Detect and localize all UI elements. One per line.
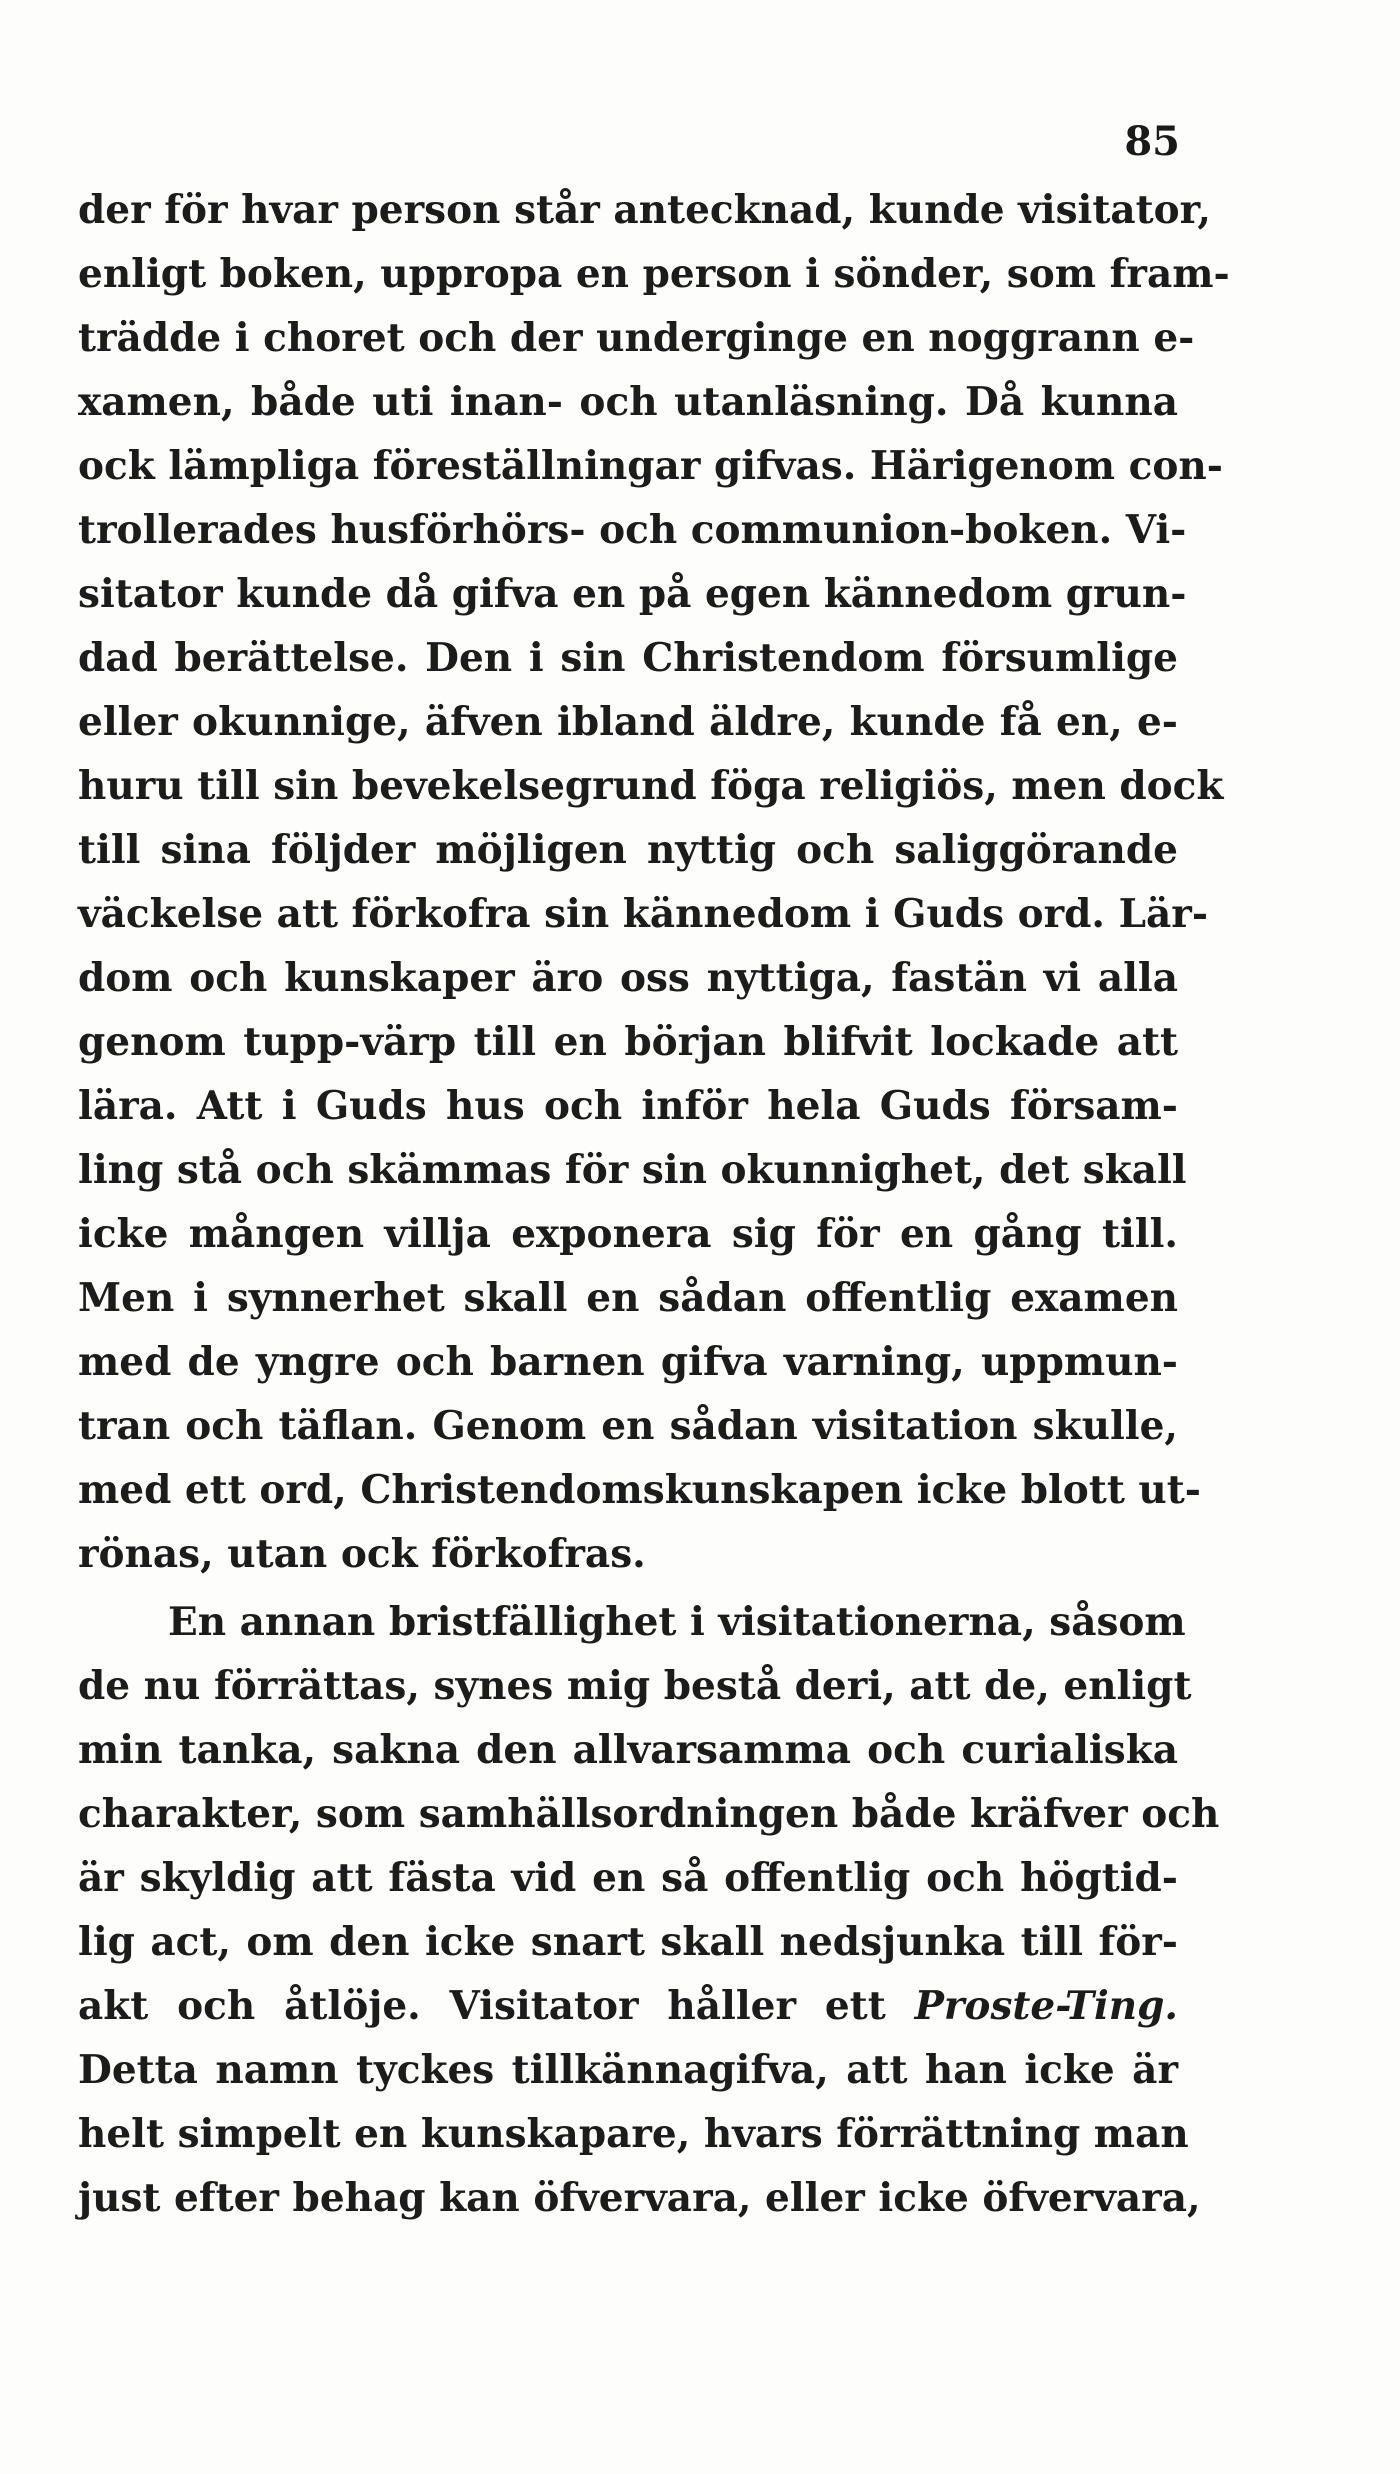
text-line: lig act, om den icke snart skall nedsjunka till för- bbox=[78, 1919, 1178, 1965]
text-line: charakter, som samhällsordningen både kräfver och bbox=[78, 1791, 1220, 1837]
text-line: huru till sin bevekelsegrund föga religiös, men dock bbox=[78, 763, 1224, 809]
page-number: 85 bbox=[1124, 118, 1180, 165]
italic-term: Proste-Ting. bbox=[914, 1983, 1179, 2029]
text-line: tran och täflan. Genom en sådan visitation skulle, bbox=[78, 1403, 1178, 1449]
text-line: rönas, utan ock förkofras. bbox=[78, 1531, 646, 1577]
text-line: ling stå och skämmas för sin okunnighet, det skall bbox=[78, 1147, 1187, 1193]
text-line: dad berättelse. Den i sin Christendom försumlige bbox=[78, 635, 1178, 681]
text-line: till sina följder möjligen nyttig och saliggörande bbox=[78, 827, 1178, 873]
text-line: Detta namn tyckes tillkännagifva, att han icke är bbox=[78, 2047, 1178, 2093]
text-line-with-italic bbox=[78, 1976, 1178, 2036]
text-line-roman: akt och åtlöje. Visitator håller ett bbox=[78, 1983, 886, 2029]
text-line: icke mången villja exponera sig för en gång till. bbox=[78, 1211, 1178, 1257]
text-line: genom tupp-värp till en början blifvit lockade att bbox=[78, 1019, 1178, 1065]
text-line: väckelse att förkofra sin kännedom i Guds ord. Lär- bbox=[78, 891, 1209, 937]
text-line: dom och kunskaper äro oss nyttiga, fastän vi alla bbox=[78, 955, 1178, 1001]
text-line: der för hvar person står antecknad, kunde visitator, bbox=[78, 187, 1211, 233]
text-line: med de yngre och barnen gifva varning, uppmun- bbox=[78, 1339, 1178, 1385]
text-line: helt simpelt en kunskapare, hvars förrättning man bbox=[78, 2111, 1189, 2157]
text-line: är skyldig att fästa vid en så offentlig och högtid- bbox=[78, 1855, 1178, 1901]
text-line: En annan bristfällighet i visitationerna, såsom bbox=[168, 1599, 1186, 1645]
text-line: Men i synnerhet skall en sådan offentlig examen bbox=[78, 1275, 1178, 1321]
text-line: lära. Att i Guds hus och inför hela Guds försam- bbox=[78, 1083, 1178, 1129]
text-line: med ett ord, Christendomskunskapen icke blott ut- bbox=[78, 1467, 1201, 1513]
text-line: xamen, både uti inan- och utanläsning. Då kunna bbox=[78, 379, 1178, 425]
text-line: eller okunnige, äfven ibland äldre, kunde få en, e- bbox=[78, 699, 1178, 745]
text-line: trädde i choret och der underginge en noggrann e- bbox=[78, 315, 1195, 361]
text-line: trollerades husförhörs- och communion-boken. Vi- bbox=[78, 507, 1187, 553]
text-line: ock lämpliga föreställningar gifvas. Härigenom con- bbox=[78, 443, 1223, 489]
text-line: just efter behag kan öfvervara, eller icke öfvervara, bbox=[78, 2175, 1201, 2221]
text-line: de nu förrättas, synes mig bestå deri, att de, enligt bbox=[78, 1663, 1192, 1709]
text-line: enligt boken, uppropa en person i sönder, som fram- bbox=[78, 251, 1230, 297]
text-line: min tanka, sakna den allvarsamma och curialiska bbox=[78, 1727, 1178, 1773]
text-line: sitator kunde då gifva en på egen kännedom grun- bbox=[78, 571, 1187, 617]
